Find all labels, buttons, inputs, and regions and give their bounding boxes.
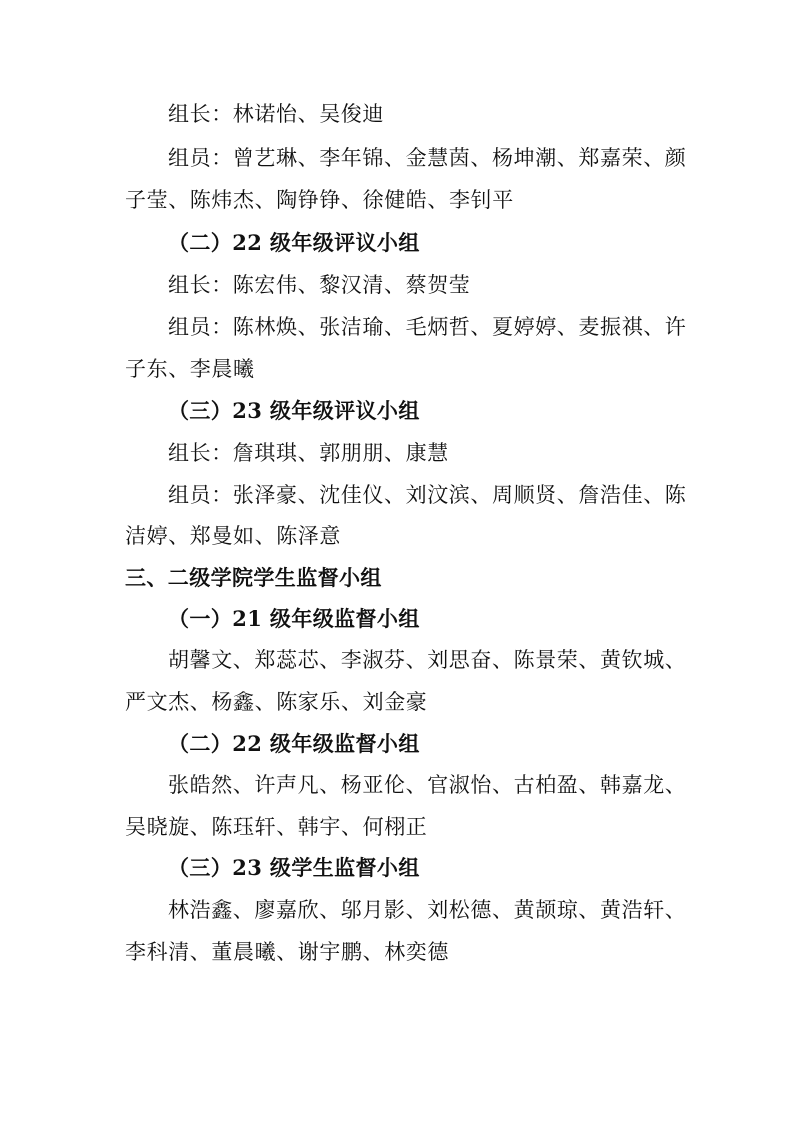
- group-members-continuation: 洁婷、郑曼如、陈泽意: [125, 524, 341, 548]
- group-members-line: 组员：张泽豪、沈佳仪、刘汶滨、周顺贤、詹浩佳、陈: [168, 483, 687, 507]
- group-members-continuation: 子东、李晨曦: [125, 357, 255, 381]
- member-list-continuation: 吴晓旋、陈珏轩、韩宇、何栩正: [125, 815, 428, 839]
- section-heading-grade-22-supervision: （二）22 级年级监督小组: [168, 731, 420, 756]
- member-list-line: 张皓然、许声凡、杨亚伦、官淑怡、古柏盈、韩嘉龙、: [168, 773, 687, 797]
- group-members-continuation: 子莹、陈炜杰、陶铮铮、徐健皓、李钊平: [125, 188, 514, 212]
- member-list-line: 胡馨文、郑蕊芯、李淑芬、刘思奋、陈景荣、黄钦城、: [168, 648, 687, 672]
- section-heading-grade-23-review: （三）23 级年级评议小组: [168, 398, 420, 423]
- group-leader-line: 组长：詹琪琪、郭朋朋、康慧: [168, 441, 449, 465]
- section-heading-grade-22-review: （二）22 级年级评议小组: [168, 230, 420, 255]
- group-leader-line: 组长：陈宏伟、黎汉清、蔡贺莹: [168, 273, 471, 297]
- group-members-line: 组员：曾艺琳、李年锦、金慧茵、杨坤潮、郑嘉荣、颜: [168, 146, 687, 170]
- section-heading-grade-23-supervision: （三）23 级学生监督小组: [168, 855, 420, 880]
- section-heading-grade-21-supervision: （一）21 级年级监督小组: [168, 606, 420, 631]
- member-list-continuation: 严文杰、杨鑫、陈家乐、刘金豪: [125, 690, 428, 714]
- section-heading-supervision: 三、二级学院学生监督小组: [125, 565, 382, 590]
- member-list-continuation: 李科清、董晨曦、谢宇鹏、林奕德: [125, 940, 449, 964]
- member-list-line: 林浩鑫、廖嘉欣、邬月影、刘松德、黄颉琼、黄浩轩、: [168, 898, 687, 922]
- group-members-line: 组员：陈林焕、张洁瑜、毛炳哲、夏婷婷、麦振祺、许: [168, 315, 687, 339]
- group-leader-line: 组长：林诺怡、吴俊迪: [168, 102, 384, 126]
